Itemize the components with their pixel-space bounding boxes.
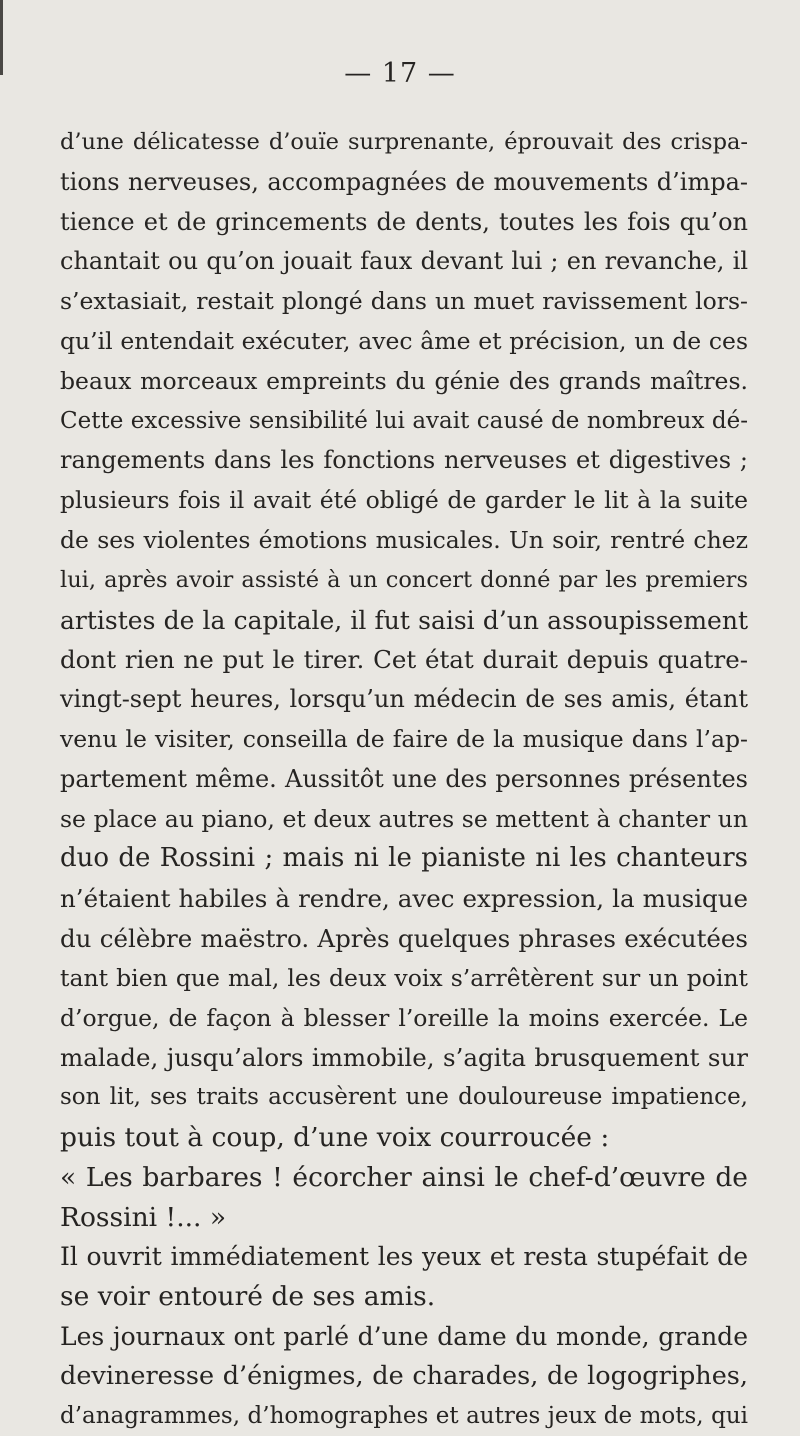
text-line: Les journaux ont parlé d’une dame du monde, grande (60, 1317, 748, 1357)
text-line: puis tout à coup, d’une voix courroucée : (60, 1118, 748, 1158)
text-line: rangements dans les fonctions nerveuses et digestives ; (60, 441, 748, 481)
text-line: malade, jusqu’alors immobile, s’agita brusquement sur (60, 1038, 748, 1078)
body-text (60, 123, 748, 1436)
text-line: lui, après avoir assisté à un concert donné par les premiers (60, 561, 748, 601)
text-line: dont rien ne put le tirer. Cet état durait depuis quatre- (60, 640, 748, 680)
text-line: venu le visiter, conseilla de faire de la musique dans l’ap- (60, 720, 748, 760)
text-line: partement même. Aussitôt une des personnes présentes (60, 760, 748, 800)
text-line: plusieurs fois il avait été obligé de garder le lit à la suite (60, 481, 748, 521)
text-line: beaux morceaux empreints du génie des grands maîtres. (60, 362, 748, 402)
text-line: duo de Rossini ; mais ni le pianiste ni les chanteurs (60, 839, 748, 879)
text-line: du célèbre maëstro. Après quelques phrases exécutées (60, 919, 748, 959)
text-line: vingt-sept heures, lorsqu’un médecin de ses amis, étant (60, 680, 748, 720)
text-line: chantait ou qu’on jouait faux devant lui ; en revanche, il (60, 242, 748, 282)
text-line: Cette excessive sensibilité lui avait causé de nombreux dé- (60, 402, 748, 442)
text-line: se place au piano, et deux autres se mettent à chanter un (60, 800, 748, 840)
text-line: Rossini !... » (60, 1198, 748, 1238)
text-line: son lit, ses traits accusèrent une douloureuse impatience, (60, 1078, 748, 1118)
text-line: d’anagrammes, d’homographes et autres jeux de mots, qui (60, 1397, 748, 1436)
text-line: Il ouvrit immédiatement les yeux et resta stupéfait de (60, 1237, 748, 1277)
text-line: tions nerveuses, accompagnées de mouvements d’impa- (60, 163, 748, 203)
text-line: tience et de grincements de dents, toutes les fois qu’on (60, 203, 748, 243)
page-number: — 17 — (0, 58, 800, 89)
text-line: d’orgue, de façon à blesser l’oreille la moins exercée. Le (60, 999, 748, 1039)
text-line: tant bien que mal, les deux voix s’arrêtèrent sur un point (60, 959, 748, 999)
text-line: devineresse d’énigmes, de charades, de logogriphes, (60, 1357, 748, 1397)
text-line: se voir entouré de ses amis. (60, 1277, 748, 1317)
text-line: de ses violentes émotions musicales. Un soir, rentré chez (60, 521, 748, 561)
text-line: artistes de la capitale, il fut saisi d’un assoupissement (60, 601, 748, 641)
text-line: qu’il entendait exécuter, avec âme et précision, un de ces (60, 322, 748, 362)
text-line: s’extasiait, restait plongé dans un muet ravissement lors- (60, 282, 748, 322)
text-line: n’étaient habiles à rendre, avec expression, la musique (60, 879, 748, 919)
text-line: d’une délicatesse d’ouïe surprenante, éprouvait des crispa- (60, 123, 748, 163)
text-line: « Les barbares ! écorcher ainsi le chef-d’œuvre de (60, 1158, 748, 1198)
